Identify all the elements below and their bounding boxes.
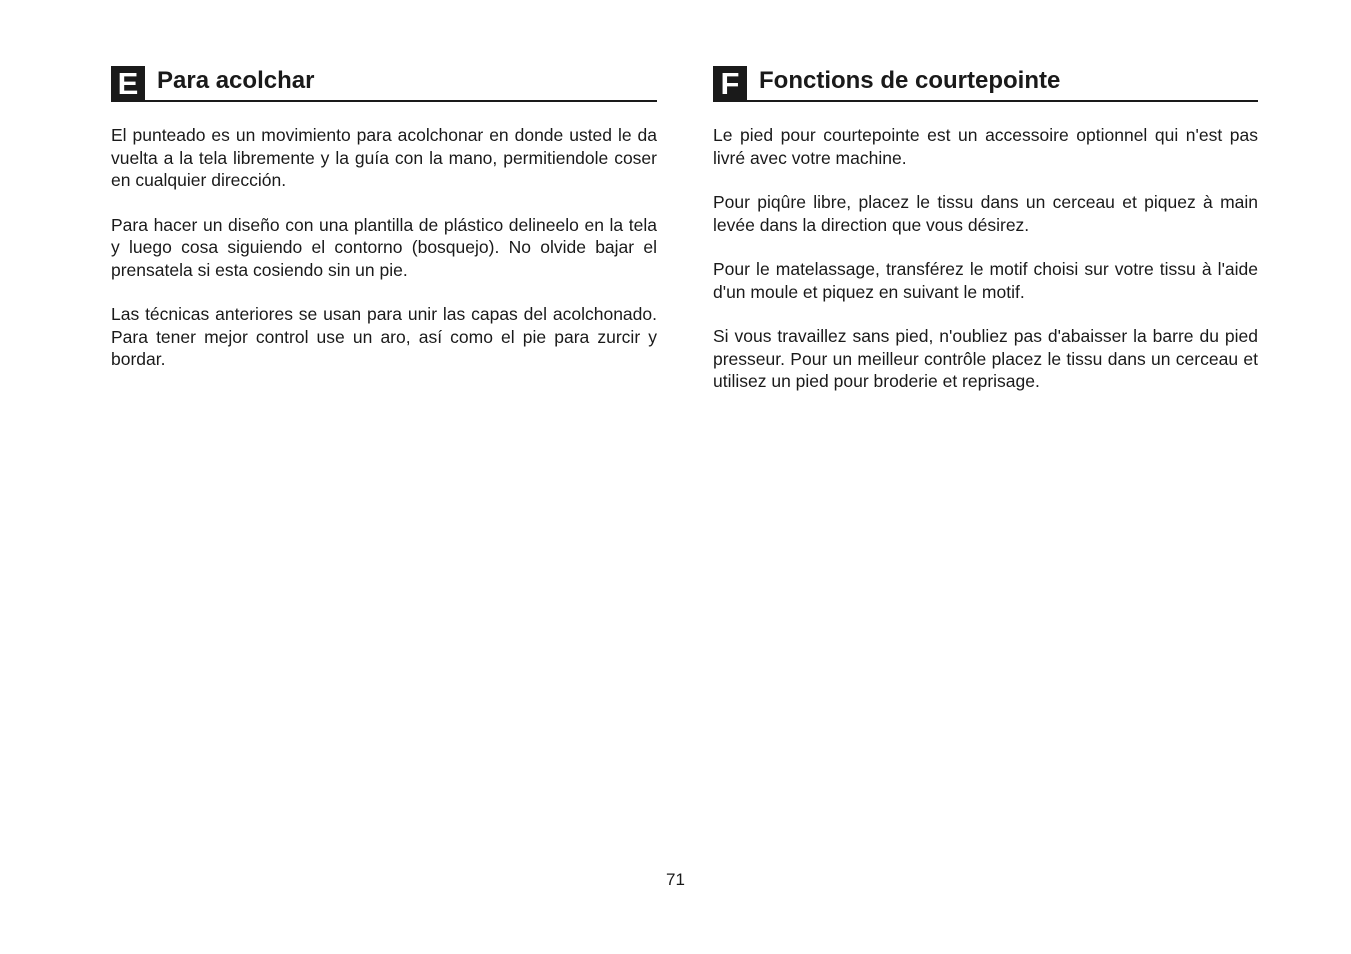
section-heading <box>713 64 1258 102</box>
section-title: Para acolchar <box>157 67 315 94</box>
paragraph: Las técnicas anteriores se usan para unir las capas del acolchonado. Para tener mejor control use un aro, así como el pie para zurcir y bordar. <box>111 304 657 369</box>
paragraph: Le pied pour courtepointe est un accessoire optionnel qui n'est pas livré avec votre machine. <box>713 125 1258 168</box>
paragraph: Para hacer un diseño con una plantilla de plástico delineelo en la tela y luego cosa siguiendo el contorno (bosquejo). No olvide bajar el prensatela si esta cosiendo sin un pie. <box>111 214 657 280</box>
section-heading <box>111 64 657 102</box>
paragraph: El punteado es un movimiento para acolchonar en donde usted le da vuelta a la tela libremente y la guía con la mano, permitiendole coser en cualquier dirección. <box>111 125 657 190</box>
section-spanish <box>111 64 657 393</box>
paragraph: Pour le matelassage, transférez le motif choisi sur votre tissu à l'aide d'un moule et piquez en suivant le motif. <box>713 259 1258 302</box>
paragraph: Pour piqûre libre, placez le tissu dans un cerceau et piquez à main levée dans la direction que vous désirez. <box>713 192 1258 235</box>
section-title: Fonctions de courtepointe <box>759 67 1061 94</box>
section-body <box>713 124 1258 393</box>
section-french <box>713 64 1258 415</box>
page-number: 71 <box>666 870 685 889</box>
language-badge-f: F <box>713 66 747 100</box>
paragraph: Si vous travaillez sans pied, n'oubliez pas d'abaisser la barre du pied presseur. Pour un meilleur contrôle placez le tissu dans un cerceau et utilisez un pied pour broderie et reprisage. <box>713 326 1258 391</box>
section-body <box>111 124 657 371</box>
language-badge-e: E <box>111 66 145 100</box>
